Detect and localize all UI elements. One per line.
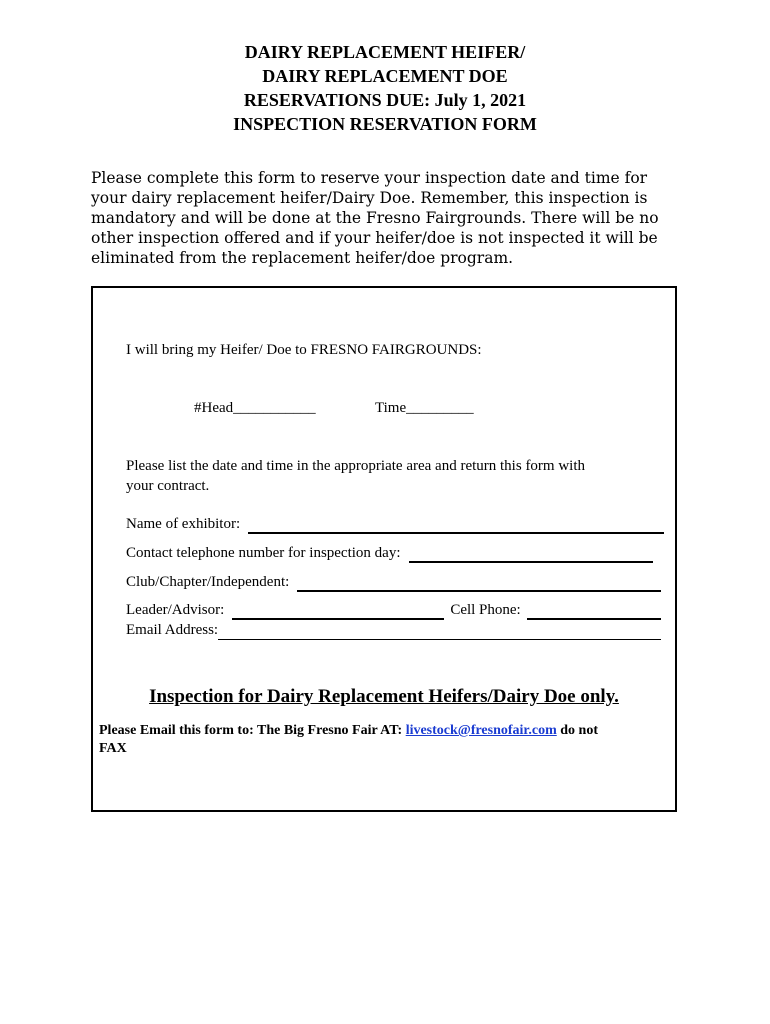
cell-phone-field[interactable]	[527, 604, 661, 620]
phone-field[interactable]	[409, 547, 653, 563]
instruction-line-1: Please list the date and time in the appropriate area and return this form with	[126, 458, 586, 474]
club-field[interactable]	[297, 576, 661, 592]
intro-paragraph	[91, 168, 691, 268]
leader-label: Leader/Advisor:	[126, 602, 225, 618]
club-row	[126, 572, 661, 592]
leader-field[interactable]	[232, 604, 444, 620]
exhibitor-row	[126, 514, 664, 534]
bring-statement: I will bring my Heifer/ Doe to FRESNO FAIRGROUNDS:	[126, 342, 482, 358]
intro-line-5: eliminated from the replacement heifer/doe program.	[91, 249, 514, 267]
exhibitor-name-field[interactable]	[248, 518, 664, 534]
email-note	[99, 722, 598, 758]
heading-line-1: DAIRY REPLACEMENT HEIFER/	[244, 42, 526, 62]
only-title: Inspection for Dairy Replacement Heifers/Dairy Doe only.	[149, 686, 619, 707]
heading-line-2: DAIRY REPLACEMENT DOE	[262, 66, 508, 86]
exhibitor-label: Name of exhibitor:	[126, 516, 241, 532]
instruction-line-2: your contract.	[126, 478, 210, 494]
email-note-prefix: Please Email this form to: The Big Fresno Fair AT:	[99, 723, 406, 738]
head-blank[interactable]: ___________	[233, 400, 316, 416]
intro-line-4: other inspection offered and if your heifer/doe is not inspected it will be	[91, 229, 658, 247]
email-row	[126, 620, 661, 640]
heading-line-3: RESERVATIONS DUE: July 1, 2021	[243, 90, 527, 110]
leader-row	[126, 600, 661, 620]
time-label: Time	[375, 400, 407, 416]
email-note-suffix: do not	[556, 723, 598, 738]
email-link[interactable]: livestock@fresnofair.com	[405, 723, 557, 738]
email-label: Email Address:	[126, 622, 219, 638]
email-note-line-2: FAX	[99, 741, 127, 756]
intro-line-2: your dairy replacement heifer/Dairy Doe. Remember, this inspection is	[91, 189, 648, 207]
heading-line-4: INSPECTION RESERVATION FORM	[233, 114, 537, 134]
form-heading	[0, 40, 770, 136]
head-label: #Head	[194, 400, 234, 416]
phone-row	[126, 543, 653, 563]
time-blank[interactable]: _________	[406, 400, 474, 416]
time-field[interactable]	[375, 398, 474, 418]
intro-line-1: Please complete this form to reserve your inspection date and time for	[91, 169, 648, 187]
email-note-line-1	[99, 722, 598, 740]
head-field[interactable]	[194, 398, 316, 418]
reservation-form-box	[91, 286, 677, 812]
club-label: Club/Chapter/Independent:	[126, 574, 290, 590]
cell-label: Cell Phone:	[450, 602, 521, 618]
intro-line-3: mandatory and will be done at the Fresno Fairgrounds. There will be no	[91, 209, 659, 227]
phone-label: Contact telephone number for inspection day:	[126, 545, 401, 561]
email-field[interactable]	[218, 624, 661, 640]
